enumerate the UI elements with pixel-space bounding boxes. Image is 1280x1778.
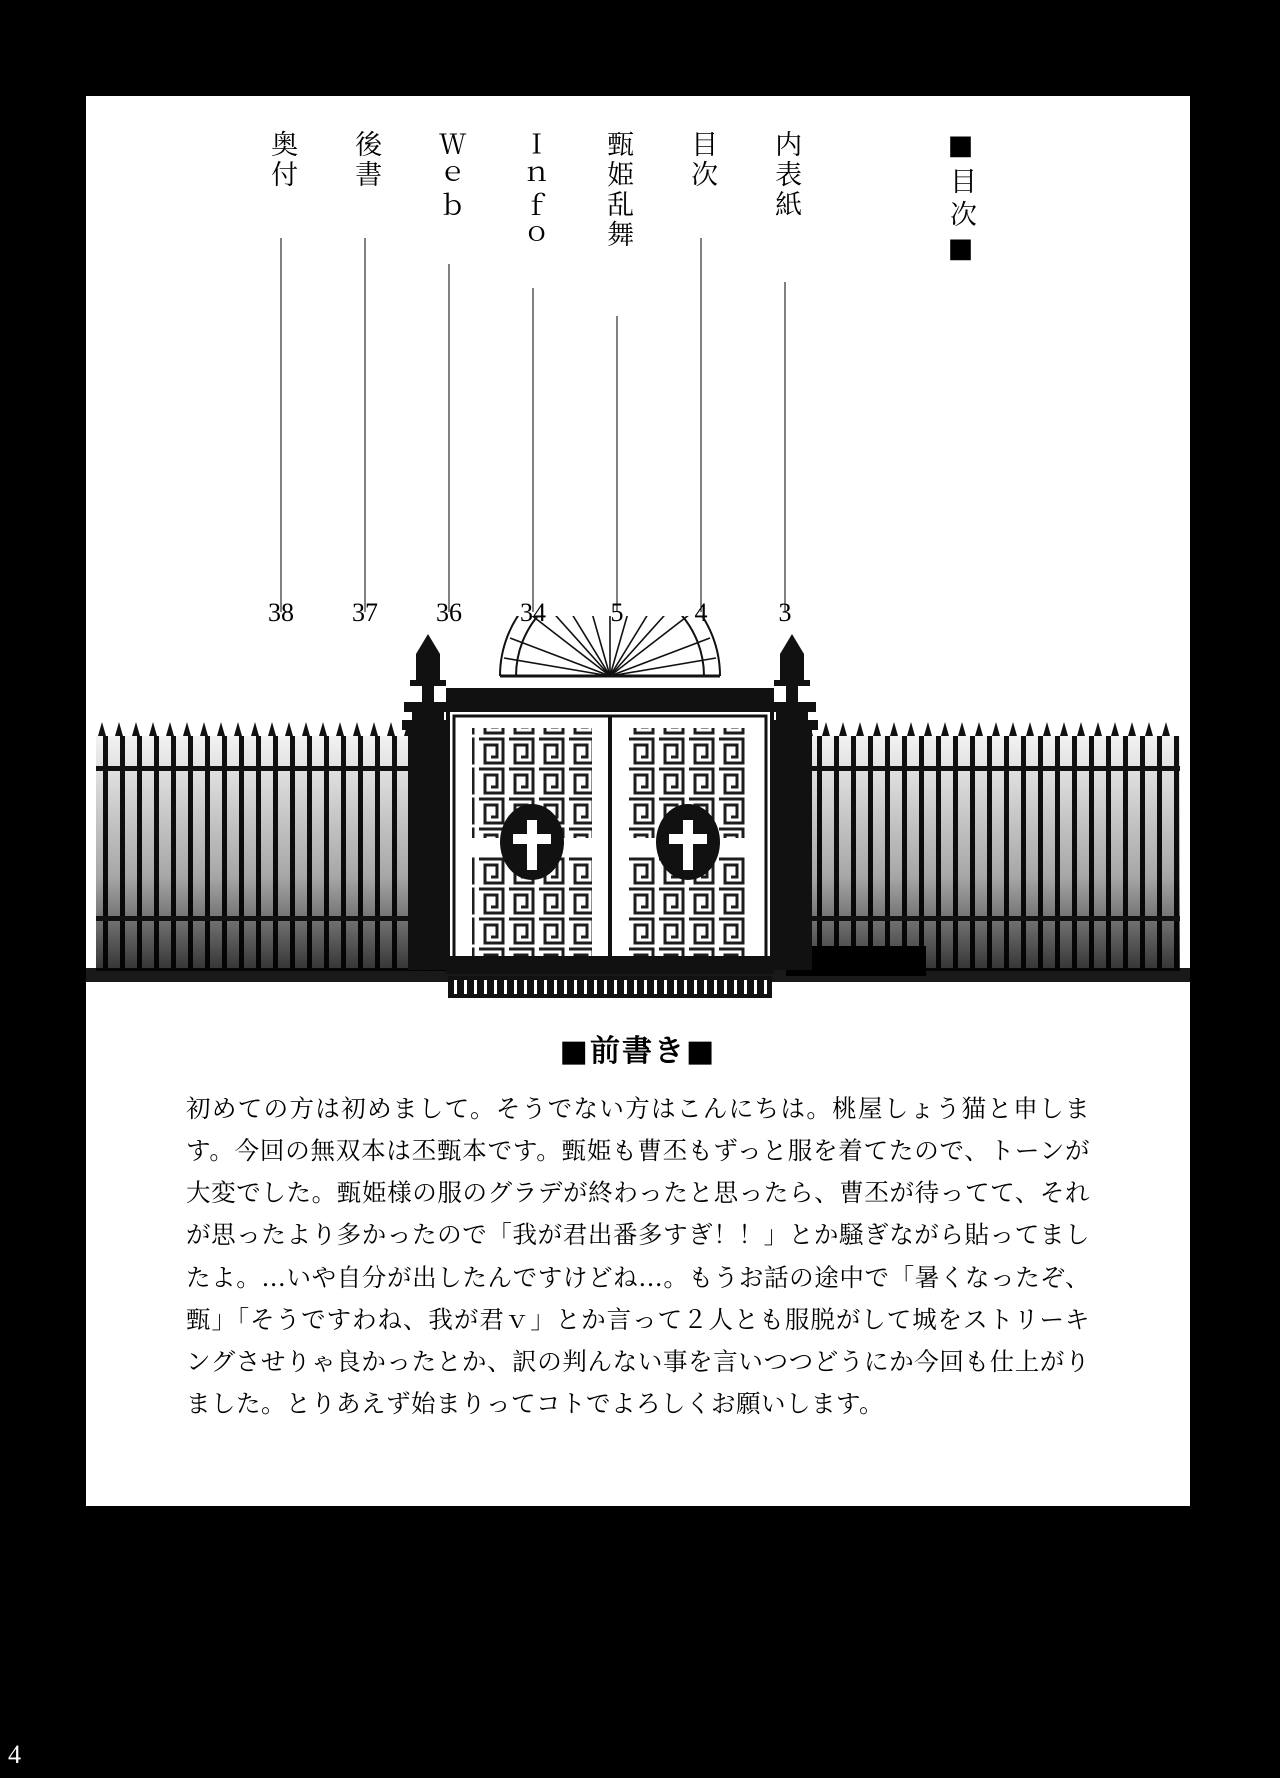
toc-entry-label: Ｗｅｂ (434, 130, 466, 220)
gate-doors (448, 690, 772, 972)
toc-entry[interactable] (594, 130, 640, 627)
foreword-body: 初めての方は初めまして。そうでない方はこんにちは。桃屋しょう猫と申します。今回の無双本は丕甄本です。甄姫も曹丕もずっと服を着てたので、トーンが大変でした。甄姫様の服のグラデが終わったと思ったら、曹丕が待ってて、それが思ったより多かったので「我が君出番多すぎ！！」とか騒ぎながら貼ってましたよ。…いや自分が出したんですけどね…。もうお話の途中で「暑くなったぞ、甄」「そうですわね、我が君ｖ」とか言って２人とも服脱がして城をストリーキングさせりゃ良かったとか、訳の判んない事を言いつつどうにか今回も仕上がりました。とりあえず始まりってコトでよろしくお願いします。 (186, 1094, 1090, 1418)
toc-leader-line (281, 238, 282, 612)
toc-heading: ■目次■ (945, 130, 976, 270)
gate-lamp-right (768, 634, 816, 720)
gate-medallion-left (500, 804, 564, 880)
gate-base-pickets (448, 976, 772, 998)
foreword-section (86, 1026, 1190, 1425)
toc-entry-page: 3 (778, 598, 792, 627)
gate-medallion-right (656, 804, 720, 880)
gate-illustration (86, 616, 1190, 1006)
toc-entry[interactable] (678, 130, 724, 627)
toc-entry-page: 5 (610, 598, 624, 627)
toc-entry-page: 36 (436, 598, 462, 627)
toc-entry[interactable] (762, 130, 808, 627)
gate-illustration-svg (86, 616, 1190, 1006)
toc-entry[interactable] (510, 130, 556, 627)
toc-entry[interactable] (426, 130, 472, 627)
table-of-contents (86, 96, 1190, 627)
toc-leader-line (365, 238, 366, 612)
page-sheet (86, 96, 1190, 1506)
toc-entry-page: 38 (268, 598, 294, 627)
toc-entry[interactable] (258, 130, 304, 627)
toc-entry-label: 目次 (686, 130, 718, 190)
toc-leader-line (617, 316, 618, 612)
gate-lamp-left (404, 634, 452, 720)
toc-entry-label: 後書 (350, 130, 382, 190)
toc-leader-line (701, 238, 702, 612)
foreword-heading: ■前書き■ (559, 1034, 717, 1069)
toc-entry[interactable] (342, 130, 388, 627)
toc-entry-page: 34 (520, 598, 546, 627)
gate-fan-arch (500, 616, 720, 676)
toc-entry-label: 甄姫乱舞 (602, 130, 634, 250)
toc-entry-label: 奥付 (266, 130, 298, 190)
fence-right (786, 722, 1180, 976)
toc-leader-line (785, 282, 786, 612)
toc-entry-label: Ｉｎｆｏ (518, 130, 550, 250)
toc-leader-line (533, 288, 534, 612)
page-number: 4 (8, 1740, 21, 1769)
toc-leader-line (449, 264, 450, 612)
toc-entry-label: 内表紙 (770, 130, 802, 220)
toc-entry-page: 4 (694, 598, 708, 627)
toc-entry-page: 37 (352, 598, 378, 627)
